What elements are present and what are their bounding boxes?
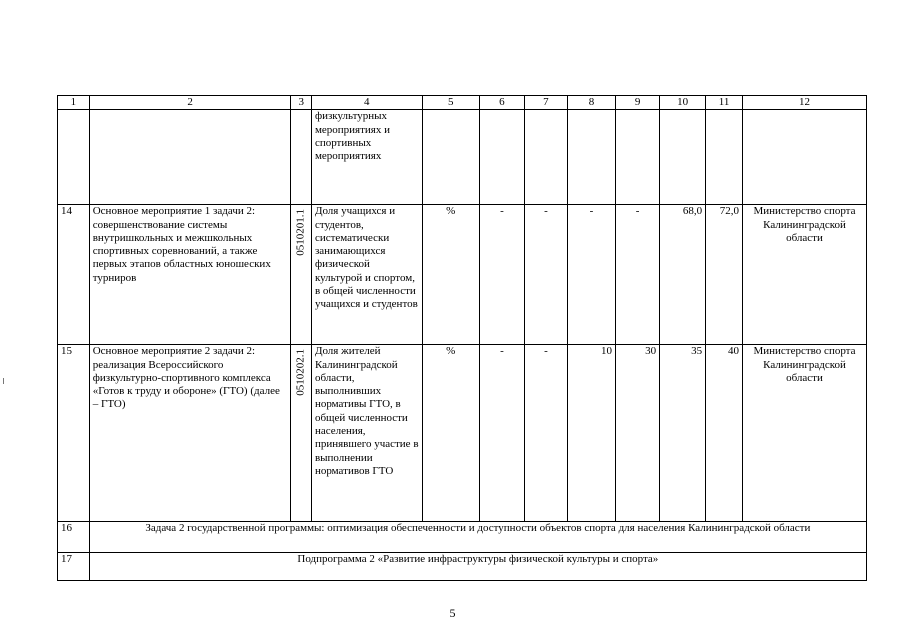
event-cell: Основное мероприятие 1 задачи 2: совершенствование системы внутришкольных и межшкольных спортивных соревнований, а также первых этапов областных юношеских турниров [89,205,291,345]
value-cell: 68,0 [660,205,706,345]
header-cell: 12 [743,96,867,110]
header-cell: 4 [311,96,422,110]
indicator-cell: Доля жителей Калининградской области, выполнивших нормативы ГТО, в общей численности населения, принявшего участие в выполнении нормативов ГТО [311,345,422,522]
indicator-cell: физкультурных мероприятиях и спортивных мероприятиях [311,110,422,205]
program-table [57,95,867,581]
header-cell: 8 [567,96,615,110]
task-heading: Задача 2 государственной программы: оптимизация обеспеченности и доступности объектов спорта для населения Калининградской области [89,522,866,553]
row-number: 16 [58,522,90,553]
cell-empty [479,110,524,205]
table-row-17 [58,553,867,581]
value-cell: 10 [567,345,615,522]
value-cell: - [616,205,660,345]
cell-empty [422,110,479,205]
code-cell [291,205,311,345]
value-cell: - [524,345,567,522]
value-cell: - [524,205,567,345]
header-cell: 5 [422,96,479,110]
row-number: 17 [58,553,90,581]
table-row-14 [58,205,867,345]
header-cell: 9 [616,96,660,110]
header-cell: 3 [291,96,311,110]
row-number: 14 [58,205,90,345]
page-number: 5 [449,606,456,620]
value-cell: - [567,205,615,345]
executor-cell: Министерство спорта Калининградской области [743,345,867,522]
budget-code: 0510201.1 [294,209,307,257]
cell-empty [743,110,867,205]
value-cell: - [479,205,524,345]
value-cell: - [479,345,524,522]
value-cell: 35 [660,345,706,522]
cell-empty [616,110,660,205]
code-cell [291,345,311,522]
header-cell: 11 [706,96,743,110]
table-row-15 [58,345,867,522]
unit-cell: % [422,345,479,522]
cell-empty [567,110,615,205]
header-cell: 10 [660,96,706,110]
indicator-cell: Доля учащихся и студентов, систематически занимающихся физической культурой и спортом, в общей численности учащихся и студентов [311,205,422,345]
header-row [58,96,867,110]
header-cell: 6 [479,96,524,110]
event-cell: Основное мероприятие 2 задачи 2: реализация Всероссийского физкультурно-спортивного комплекса «Готов к труду и обороне» (ГТО) (далее – ГТО) [89,345,291,522]
margin-mark [3,378,4,384]
value-cell: 40 [706,345,743,522]
budget-code: 0510202.1 [294,349,307,397]
subprogram-heading: Подпрограмма 2 «Развитие инфраструктуры физической культуры и спорта» [89,553,866,581]
table-row-16 [58,522,867,553]
cell-empty [89,110,291,205]
row-number: 15 [58,345,90,522]
executor-cell: Министерство спорта Калининградской области [743,205,867,345]
header-cell: 2 [89,96,291,110]
cell-empty [660,110,706,205]
cell-empty [58,110,90,205]
cell-empty [524,110,567,205]
unit-cell: % [422,205,479,345]
cell-empty [706,110,743,205]
header-cell: 1 [58,96,90,110]
cell-empty [291,110,311,205]
value-cell: 30 [616,345,660,522]
value-cell: 72,0 [706,205,743,345]
header-cell: 7 [524,96,567,110]
table-row-continuation [58,110,867,205]
